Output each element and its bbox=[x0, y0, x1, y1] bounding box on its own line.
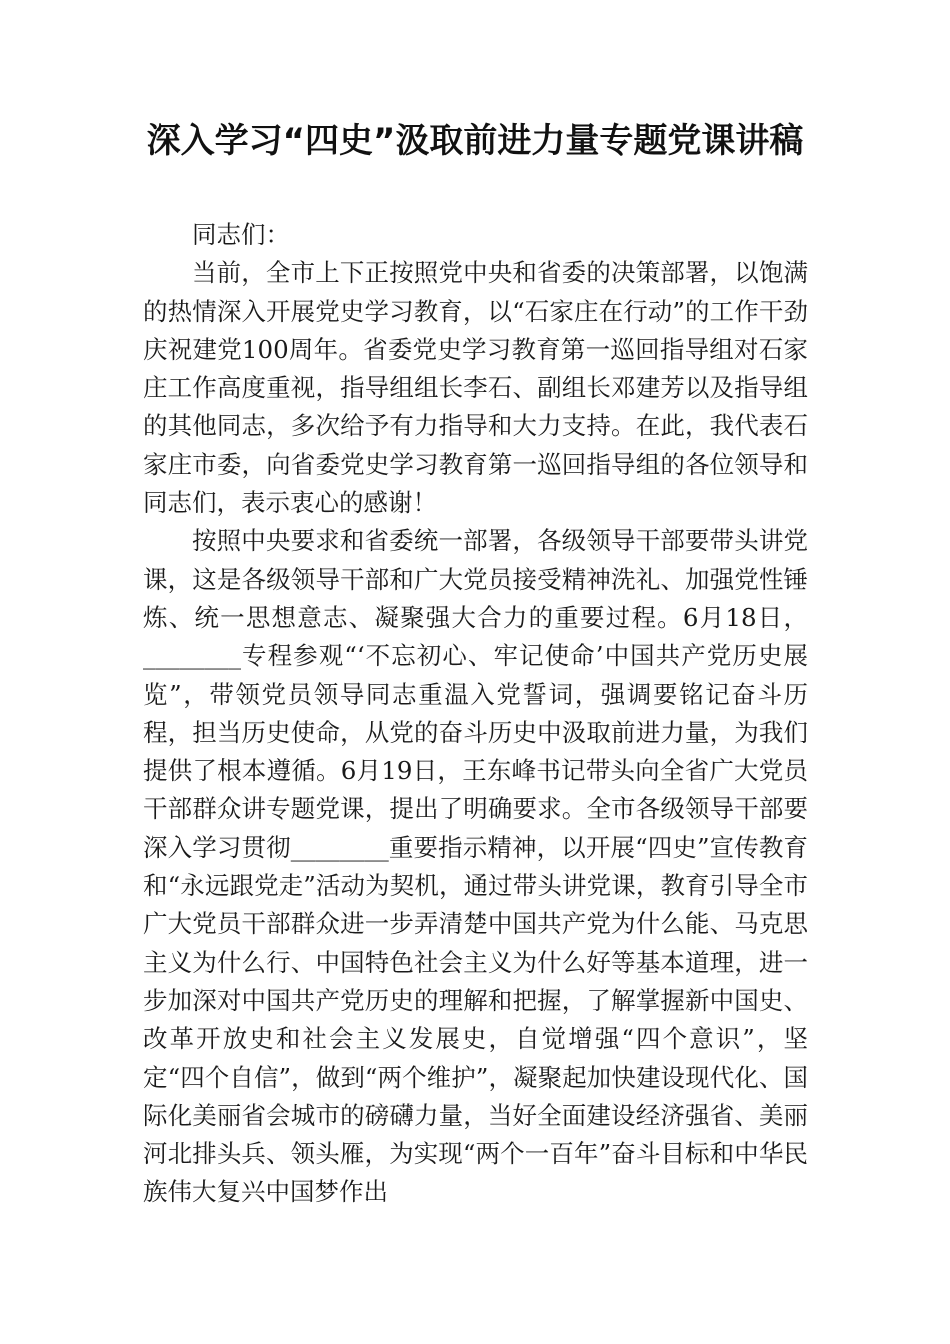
paragraph-requirements: 按照中央要求和省委统一部署，各级领导干部要带头讲党课，这是各级领导干部和广大党员接受精神洗礼、加强党性锤炼、统一思想意志、凝聚强大合力的重要过程。6月18日，________专程参观“‘不忘初心、牢记使命’中国共产党历史展览”，带领党员领导同志重温入党誓词，强调要铭记奋斗历程，担当历史使命，从党的奋斗历史中汲取前进力量，为我们提供了根本遵循。6月19日，王东峰书记带头向全省广大党员干部群众讲专题党课，提出了明确要求。全市各级领导干部要深入学习贯彻________重要指示精神，以开展“四史”宣传教育和“永远跟党走”活动为契机，通过带头讲党课，教育引导全市广大党员干部群众进一步弄清楚中国共产党为什么能、马克思主义为什么行、中国特色社会主义为什么好等基本道理，进一步加深对中国共产党历史的理解和把握，了解掌握新中国史、改革开放史和社会主义发展史，自觉增强“四个意识”，坚定“四个自信”，做到“两个维护”，凝聚起加快建设现代化、国际化美丽省会城市的磅礴力量，当好全面建设经济强省、美丽河北排头兵、领头雁，为实现“两个一百年”奋斗目标和中华民族伟大复兴中国梦作出 bbox=[143, 526, 808, 1207]
paragraph-salutation: 同志们： bbox=[192, 220, 290, 249]
paragraph-introduction: 当前，全市上下正按照党中央和省委的决策部署，以饱满的热情深入开展党史学习教育，以“石家庄在行动”的工作干劲庆祝建党100周年。省委党史学习教育第一巡回指导组对石家庄工作高度重视，指导组组长李石、副组长邓建芳以及指导组的其他同志，多次给予有力指导和大力支持。在此，我代表石家庄市委，向省委党史学习教育第一巡回指导组的各位领导和同志们，表示衷心的感谢！ bbox=[143, 258, 808, 518]
document-title: 深入学习“四史”汲取前进力量专题党课讲稿 bbox=[146, 121, 804, 161]
document-body bbox=[143, 216, 808, 1212]
